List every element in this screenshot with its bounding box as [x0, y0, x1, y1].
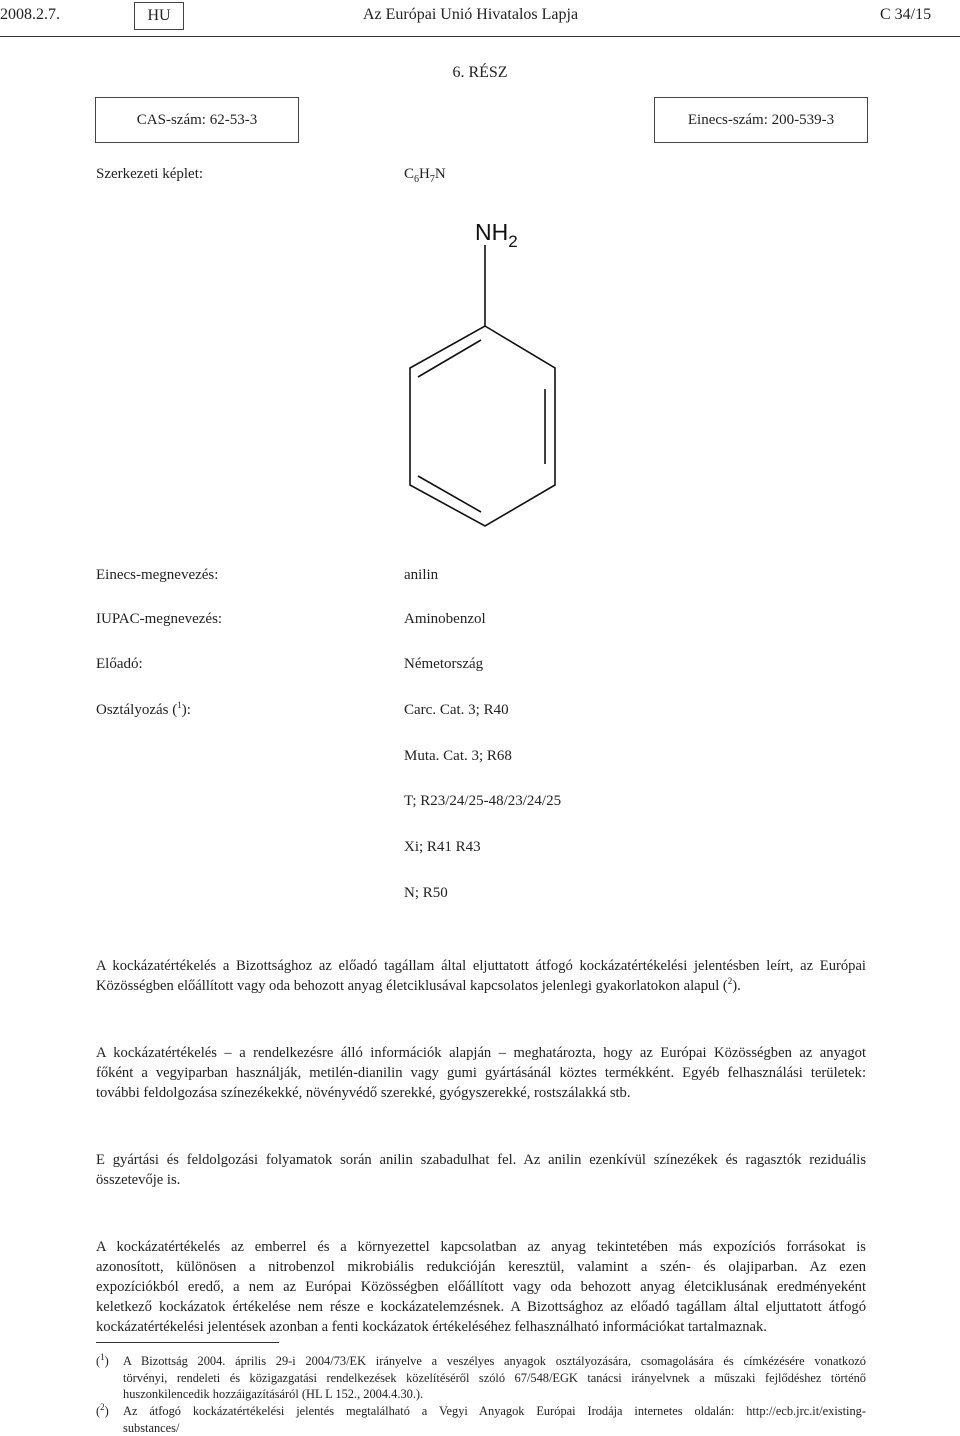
paragraph-release: [96, 1150, 866, 1190]
journal-title: Az Európai Unió Hivatalos Lapja: [363, 6, 578, 24]
classification-value: T; R23/24/25-48/23/24/25: [404, 793, 561, 810]
cas-number: CAS-szám: 62-53-3: [137, 112, 257, 129]
paragraph-line: összetevője is.: [96, 1170, 866, 1190]
footnote-line: substances/: [123, 1420, 866, 1436]
footnote-line: Az átfogó kockázatértékelési jelentés megtalálható a Vegyi Anyagok Európai Irodája internetes oldalán: http://ecb.jrc.it/existing-: [123, 1403, 866, 1420]
iupac-name-value: Aminobenzol: [404, 611, 486, 628]
rapporteur-value: Németország: [404, 656, 483, 673]
paragraph-line: keletkező kockázatok értékelése nem része e kockázatelemzésnek. A Bizottsághoz az előadó tagállam által eljuttatott átfogó: [96, 1297, 866, 1317]
publication-date: 2008.2.7.: [0, 6, 60, 24]
paragraph-line: E gyártási és feldolgozási folyamatok során anilin szabadulhat fel. Az anilin ezenkívül színezékek és ragasztók reziduális: [96, 1150, 866, 1170]
paragraph-other-exposure: [96, 1237, 866, 1337]
footnote-line: huszonkilencedik hozzáigazításáról (HL L 152., 2004.4.30.).: [123, 1386, 866, 1403]
paragraph-line: kockázatértékelési jelentések azonban a fenti kockázatok értékeléséhez felhasználható információkat tartalmaznak.: [96, 1317, 866, 1337]
iupac-name-label: IUPAC-megnevezés:: [96, 611, 222, 628]
paragraph-line: A kockázatértékelés a Bizottsághoz az előadó tagállam által eljuttatott átfogó kockázatértékelési jelentésben leírt, az Európai: [96, 956, 866, 976]
einecs-number: Einecs-szám: 200-539-3: [688, 112, 834, 129]
paragraph-line: A kockázatértékelés – a rendelkezésre álló információk alapján – meghatározta, hogy az Európai Közösségben az anyagot: [96, 1043, 866, 1063]
footnote-marker: ($^2$): [96, 1403, 109, 1420]
paragraph-line: A kockázatértékelés az emberrel és a környezettel kapcsolatban az anyag tekintetében más expozíciós forrásokat is: [96, 1237, 866, 1257]
classification-label: Osztályozás ($^1$):: [96, 702, 191, 719]
paragraph-line: további feldolgozása színezékekké, növényvédő szerekké, gyógyszerekké, rostszálakká stb.: [96, 1083, 866, 1103]
einecs-name-value: anilin: [404, 567, 438, 584]
footnote-line: törvényi, rendeleti és közigazgatási rendelkezések közelítéséről szóló 67/548/EGK tanácsi irányelvnek a műszaki fejlődéshez történő: [123, 1370, 866, 1387]
page-reference: C 34/15: [880, 6, 931, 24]
einecs-number-box: [654, 97, 868, 143]
language-code-box: HU: [134, 2, 184, 30]
paragraph-line: expozíciókból eredő, a nem az Európai Közösségben előállított vagy oda behozott anyag életciklusának eredményeként: [96, 1277, 866, 1297]
molecular-formula: $C_6H_7N$: [404, 166, 446, 183]
benzene-ring: [410, 245, 555, 526]
structural-formula-label: Szerkezeti képlet:: [96, 166, 203, 183]
rapporteur-label: Előadó:: [96, 656, 143, 673]
einecs-name-label: Einecs-megnevezés:: [96, 567, 218, 584]
header-rule: [0, 36, 960, 37]
paragraph-line: azonosított, különösen a nitrobenzol mikrobiális redukcióján keresztül, valamint a szén- és olajiparban. Az ezen: [96, 1257, 866, 1277]
footnote-2: [96, 1403, 866, 1436]
footnote-1: [96, 1353, 866, 1403]
footnote-marker: ($^1$): [96, 1353, 109, 1370]
paragraph-uses: [96, 1043, 866, 1103]
classification-value: Muta. Cat. 3; R68: [404, 748, 512, 765]
aniline-structure-diagram: [380, 205, 590, 555]
paragraph-line: főként a vegyiparban használják, metilén-dianilin vagy gumi gyártásánál köztes termékként. Egyéb felhasználási területek:: [96, 1063, 866, 1083]
amino-group-label: $NH_2$: [475, 219, 518, 251]
cas-number-box: [95, 97, 299, 143]
classification-value: Carc. Cat. 3; R40: [404, 702, 509, 719]
part-title: 6. RÉSZ: [0, 64, 960, 82]
footnote-rule: [96, 1342, 279, 1343]
classification-value: N; R50: [404, 885, 448, 902]
paragraph-risk-assessment-basis: [96, 956, 866, 996]
classification-value: Xi; R41 R43: [404, 839, 481, 856]
footnote-line: A Bizottság 2004. április 29-i 2004/73/EK irányelve a veszélyes anyagok osztályozására, csomagolására és címkézésére vonatkozó: [123, 1353, 866, 1370]
paragraph-line: Közösségben előállított vagy oda behozott anyag életciklusával kapcsolatos jelenlegi gyakorlatokon alapul ($^2$).: [96, 976, 866, 996]
